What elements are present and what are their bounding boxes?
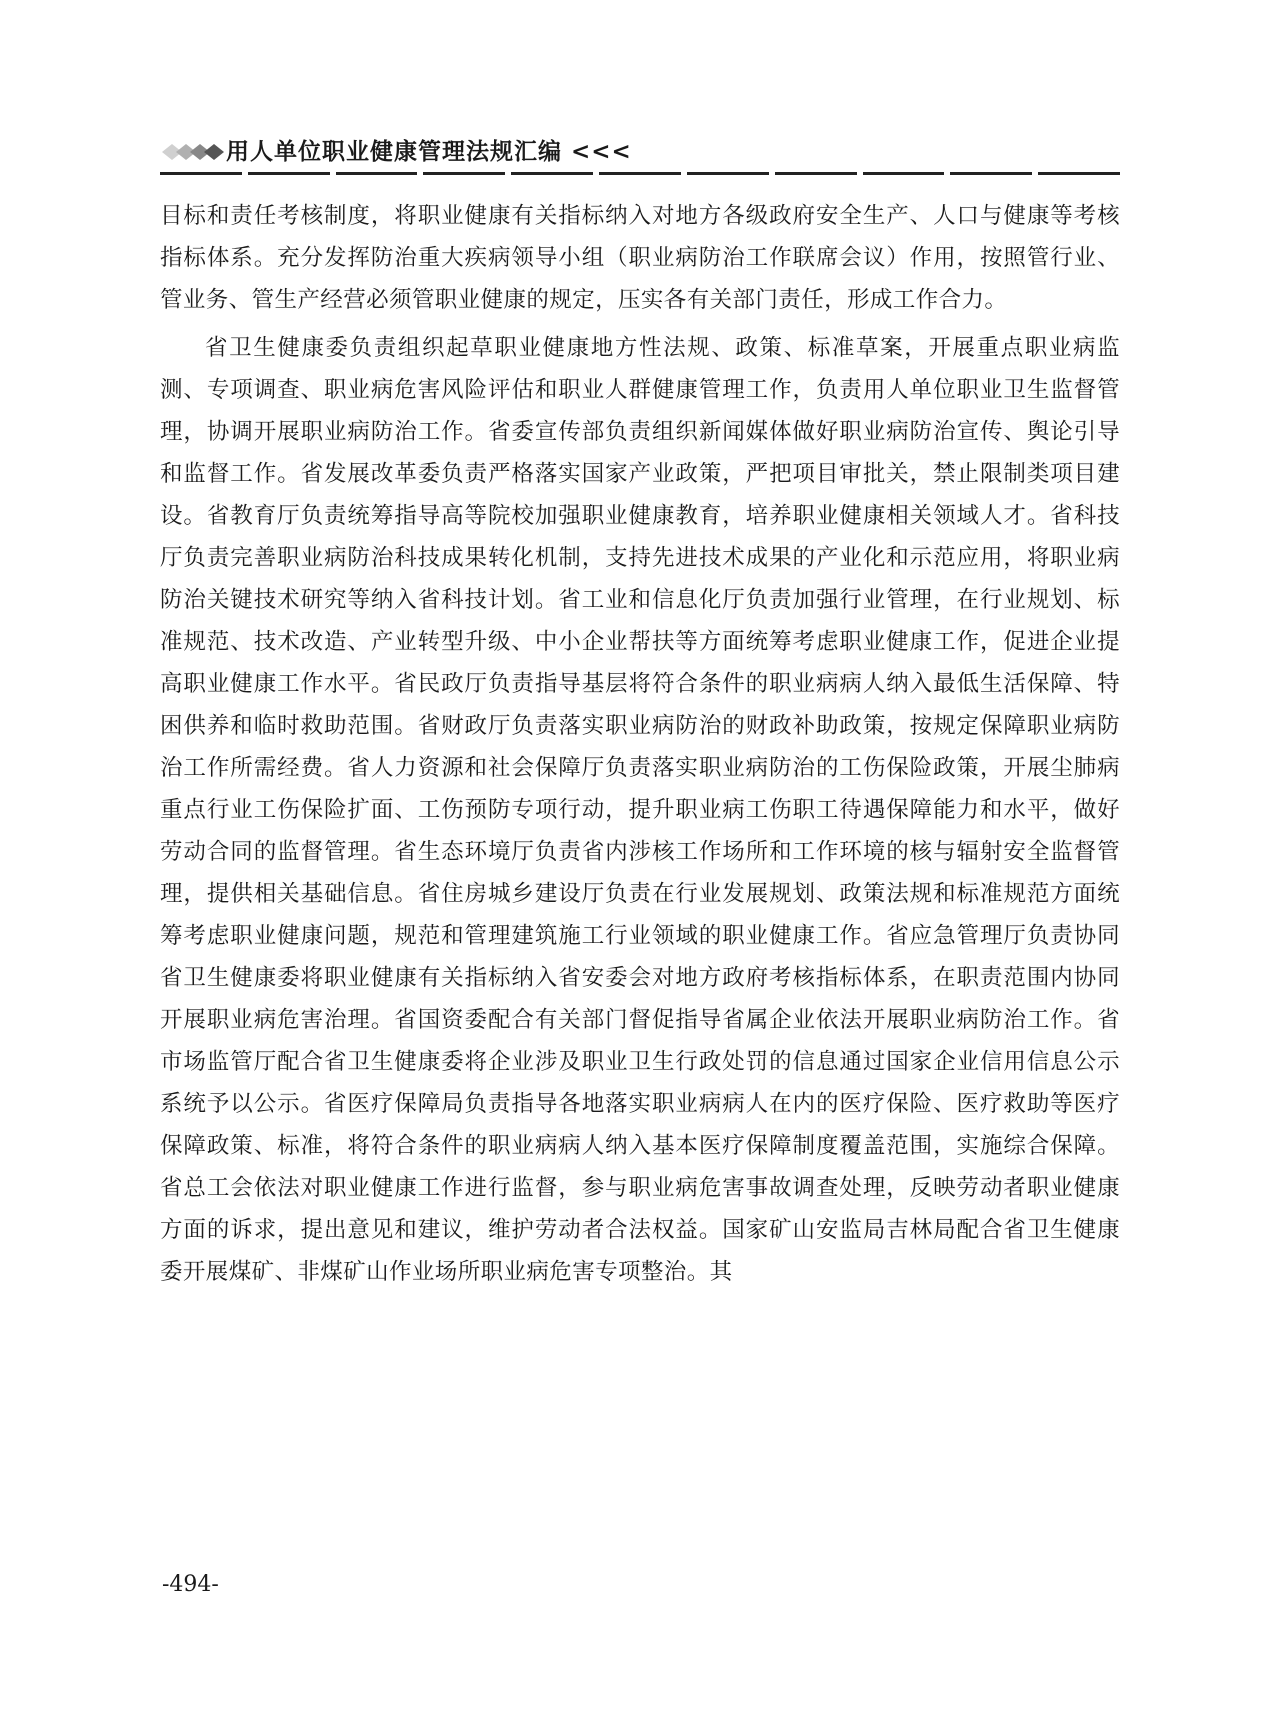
- page-header: [160, 137, 1120, 177]
- book-title: 用人单位职业健康管理法规汇编: [226, 138, 562, 165]
- header-title: [226, 137, 632, 167]
- header-divider: [160, 172, 1120, 175]
- arrow-logo-icon: [160, 141, 230, 163]
- page-number: -494-: [162, 1572, 219, 1597]
- header-chevrons: <<<: [571, 138, 632, 165]
- paragraph-2: 省卫生健康委负责组织起草职业健康地方性法规、政策、标准草案，开展重点职业病监测、专项调查、职业病危害风险评估和职业人群健康管理工作，负责用人单位职业卫生监督管理，协调开展职业病防治工作。省委宣传部负责组织新闻媒体做好职业病防治宣传、舆论引导和监督工作。省发展改革委负责严格落实国家产业政策，严把项目审批关，禁止限制类项目建设。省教育厅负责统筹指导高等院校加强职业健康教育，培养职业健康相关领域人才。省科技厅负责完善职业病防治科技成果转化机制，支持先进技术成果的产业化和示范应用，将职业病防治关键技术研究等纳入省科技计划。省工业和信息化厅负责加强行业管理，在行业规划、标准规范、技术改造、产业转型升级、中小企业帮扶等方面统筹考虑职业健康工作，促进企业提高职业健康工作水平。省民政厅负责指导基层将符合条件的职业病病人纳入最低生活保障、特困供养和临时救助范围。省财政厅负责落实职业病防治的财政补助政策，按规定保障职业病防治工作所需经费。省人力资源和社会保障厅负责落实职业病防治的工伤保险政策，开展尘肺病重点行业工伤保险扩面、工伤预防专项行动，提升职业病工伤职工待遇保障能力和水平，做好劳动合同的监督管理。省生态环境厅负责省内涉核工作场所和工作环境的核与辐射安全监督管理，提供相关基础信息。省住房城乡建设厅负责在行业发展规划、政策法规和标准规范方面统筹考虑职业健康问题，规范和管理建筑施工行业领域的职业健康工作。省应急管理厅负责协同省卫生健康委将职业健康有关指标纳入省安委会对地方政府考核指标体系，在职责范围内协同开展职业病危害治理。省国资委配合有关部门督促指导省属企业依法开展职业病防治工作。省市场监管厅配合省卫生健康委将企业涉及职业卫生行政处罚的信息通过国家企业信用信息公示系统予以公示。省医疗保障局负责指导各地落实职业病病人在内的医疗保险、医疗救助等医疗保障政策、标准，将符合条件的职业病病人纳入基本医疗保障制度覆盖范围，实施综合保障。省总工会依法对职业健康工作进行监督，参与职业病危害事故调查处理，反映劳动者职业健康方面的诉求，提出意见和建议，维护劳动者合法权益。国家矿山安监局吉林局配合省卫生健康委开展煤矿、非煤矿山作业场所职业病危害专项整治。其: [160, 335, 1120, 1285]
- body-text: [160, 195, 1120, 1293]
- paragraph-1: 目标和责任考核制度，将职业健康有关指标纳入对地方各级政府安全生产、人口与健康等考核指标体系。充分发挥防治重大疾病领导小组（职业病防治工作联席会议）作用，按照管行业、管业务、管生产经营必须管职业健康的规定，压实各有关部门责任，形成工作合力。: [160, 203, 1120, 313]
